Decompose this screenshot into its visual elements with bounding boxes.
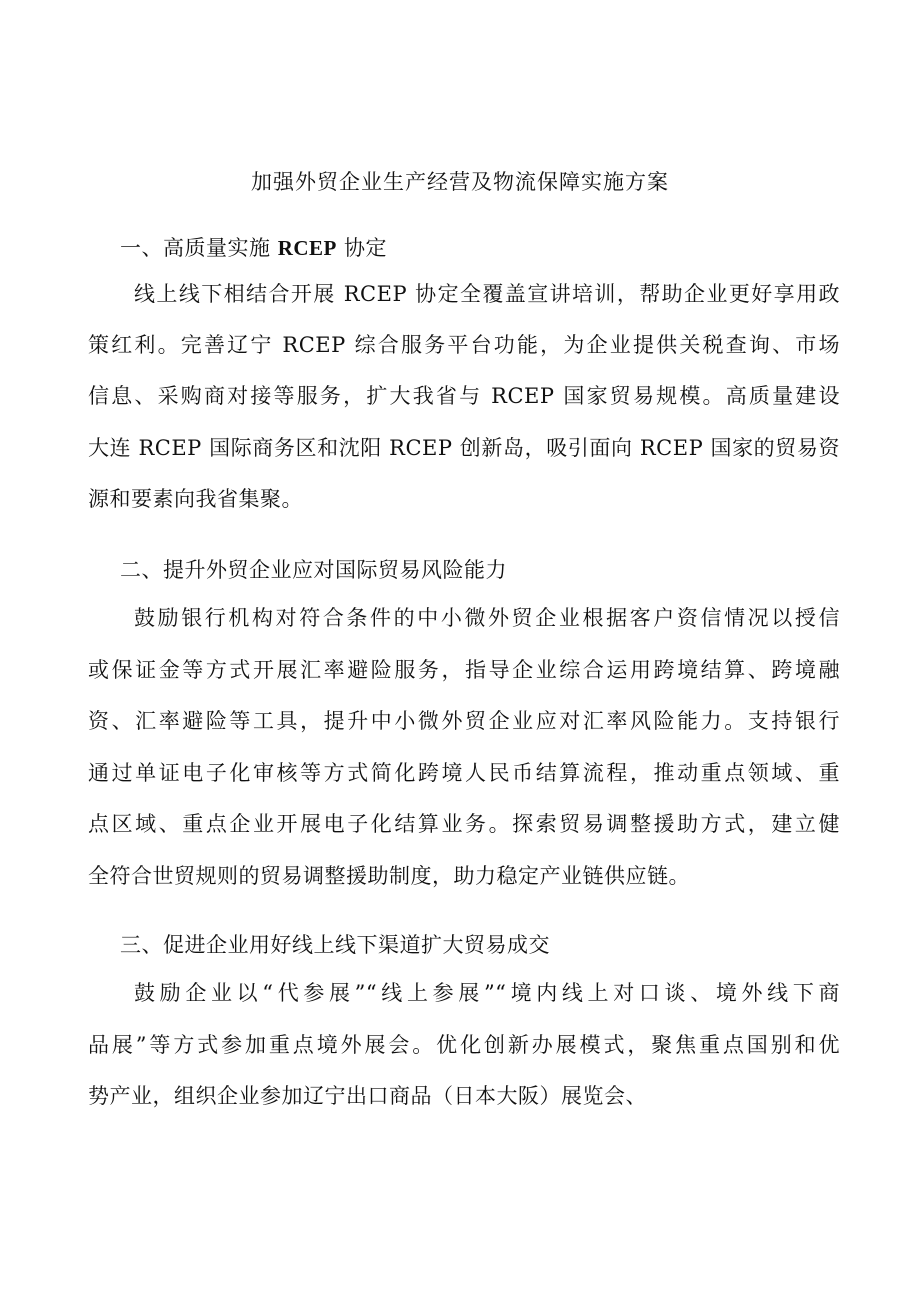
section-heading-1-suffix: 协定 bbox=[336, 236, 388, 260]
section-2-line: 资、汇率避险等工具，提升中小微外贸企业应对汇率风险能力。支持银行 bbox=[88, 709, 840, 733]
section-2-line: 点区域、重点企业开展电子化结算业务。探索贸易调整援助方式，建立健 bbox=[88, 812, 840, 836]
section-2-line: 鼓励银行机构对符合条件的中小微外贸企业根据客户资信情况以授信 bbox=[134, 606, 840, 630]
section-2-line: 或保证金等方式开展汇率避险服务，指导企业综合运用跨境结算、跨境融 bbox=[88, 658, 840, 682]
section-heading-1-bold: RCEP bbox=[277, 236, 337, 260]
section-heading-2: 二、提升外贸企业应对国际贸易风险能力 bbox=[120, 558, 507, 582]
section-3-line: 势产业，组织企业参加辽宁出口商品（日本大阪）展览会、 bbox=[88, 1084, 647, 1108]
section-1-line: 源和要素向我省集聚。 bbox=[88, 487, 303, 511]
section-1-line: 大连 RCEP 国际商务区和沈阳 RCEP 创新岛，吸引面向 RCEP 国家的贸易资 bbox=[88, 436, 840, 460]
section-2-line: 通过单证电子化审核等方式简化跨境人民币结算流程，推动重点领域、重 bbox=[88, 761, 840, 785]
section-2-line: 全符合世贸规则的贸易调整援助制度，助力稳定产业链供应链。 bbox=[88, 864, 690, 888]
section-heading-1 bbox=[120, 230, 387, 266]
document-title: 加强外贸企业生产经营及物流保障实施方案 bbox=[251, 170, 669, 194]
section-1-line: 线上线下相结合开展 RCEP 协定全覆盖宣讲培训，帮助企业更好享用政 bbox=[134, 282, 840, 306]
section-1-line: 策红利。完善辽宁 RCEP 综合服务平台功能，为企业提供关税查询、市场 bbox=[88, 333, 840, 357]
section-3-line: 品展”等方式参加重点境外展会。优化创新办展模式，聚焦重点国别和优 bbox=[88, 1033, 840, 1057]
section-3-line: 鼓励企业以“代参展”“线上参展”“境内线上对口谈、境外线下商 bbox=[134, 981, 840, 1005]
section-heading-3: 三、促进企业用好线上线下渠道扩大贸易成交 bbox=[120, 933, 550, 957]
section-heading-1-prefix: 一、高质量实施 bbox=[120, 236, 278, 260]
section-1-line: 信息、采购商对接等服务，扩大我省与 RCEP 国家贸易规模。高质量建设 bbox=[88, 384, 840, 408]
